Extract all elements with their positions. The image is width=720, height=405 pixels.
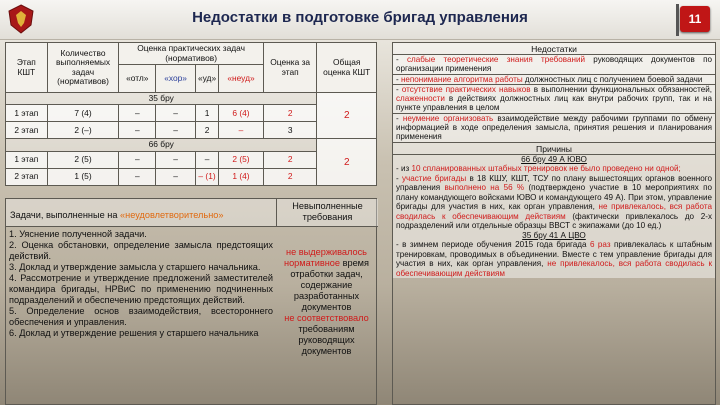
unfulfilled-heading: Невыполненные требования: [276, 199, 378, 227]
unfulfilled-line: руководящих: [298, 335, 355, 346]
deficiency-text: руководящих документов по организации применения: [396, 55, 712, 74]
tasks-heading-text: Задачи, выполненные на: [10, 210, 121, 220]
cause-item: [396, 174, 712, 231]
deficiency-prefix: -: [396, 74, 401, 84]
flag-pole: [676, 4, 679, 36]
deficiency-text: в действиях должностных лиц как внутри рабочих групп, так и на пункте управления в целом: [396, 94, 712, 113]
good-cell: –: [156, 151, 196, 168]
stage-grade-cell: 2: [263, 151, 317, 168]
cause-text: привлекалась к штабным тренировкам, проводимых в объединении. Вместе с тем управление бригады для участия в них, как орган управления,: [396, 240, 712, 269]
cause-text: -: [396, 173, 402, 183]
satisfactory-cell: 2: [195, 122, 218, 139]
list-item: 2. Оценка обстановки, определение замысла предстоящих действий.: [9, 240, 273, 262]
header-total: Общая оценка КШТ: [317, 43, 377, 93]
good-cell: –: [156, 168, 196, 185]
cause-text: в 18 КШУ, КШТ, ТСУ по плану вышестоящих органов военного управления: [396, 173, 712, 193]
cause-text: (подтверждено участие в 10 мероприятиях по плану командующего войсками ЮВО и командующего 49 А). При этом, управление бригады для участия в них, как орган управления,: [396, 183, 713, 212]
unfulfilled-line: содержание: [300, 280, 353, 291]
causes-35-heading: 35 бру 41 А ЦВО: [522, 230, 586, 240]
cause-highlight: 6 раз: [589, 240, 611, 250]
deficiency-text: взаимодействие между рабочими группами по обмену информацией в ходе определения замысла, принятия решения и планирования применения: [396, 113, 712, 142]
list-item: 4. Рассмотрение и утверждение предложений заместителей командира бригады, НРВиС по применению подчиненных подразделений и обеспечению предстоящих действий.: [9, 273, 273, 306]
unsatisfactory-cell: 1 (4): [219, 168, 264, 185]
count-cell: 2 (5): [47, 151, 119, 168]
excellent-cell: –: [119, 105, 156, 122]
stage-cell: 2 этап: [6, 122, 48, 139]
list-item: 5. Определение основ взаимодействия, всестороннего обеспечения и управления.: [9, 306, 273, 328]
unsatisfactory-cell: –: [219, 122, 264, 139]
unfulfilled-line: не соответствовало: [284, 313, 369, 324]
unfulfilled-line: документов: [301, 302, 352, 313]
unsatisfactory-cell: 2 (5): [219, 151, 264, 168]
list-item: 3. Доклад и утверждение замысла у старшего начальника.: [9, 262, 261, 273]
unfulfilled-line: время: [340, 258, 369, 269]
tasks-heading: [6, 199, 276, 227]
unfulfilled-line: разработанных: [293, 291, 360, 302]
cause-text: - в зимнем периоде обучения 2015 года бригада: [396, 240, 590, 250]
cause-highlight: не привлекалось, вся работа сводилась к обеспечивающим действиям: [396, 259, 712, 278]
cause-item: [396, 164, 712, 173]
good-cell: –: [156, 122, 196, 139]
causes-body: [393, 155, 715, 278]
header-stage: Этап КШТ: [6, 43, 48, 93]
header-good: «хор»: [156, 65, 196, 93]
header-excellent: «отл»: [119, 65, 156, 93]
deficiency-prefix: -: [396, 84, 402, 94]
tasks-panel: [5, 198, 377, 405]
unfulfilled-line: нормативное: [284, 258, 341, 269]
stage-grade-cell: 2: [263, 105, 317, 122]
deficiency-highlight: неумение организовать: [402, 113, 494, 123]
deficiency-prefix: -: [396, 113, 403, 123]
count-cell: 2 (–): [47, 122, 119, 139]
unfulfilled-line: отработки задач,: [290, 269, 363, 280]
excellent-cell: –: [119, 168, 156, 185]
unfulfilled-line: документов: [301, 346, 352, 357]
deficiency-highlight: слабые теоретические знания требований: [406, 55, 586, 64]
header-grades: Оценка практических задач (нормативов): [119, 43, 263, 65]
tasks-list: [6, 227, 276, 341]
deficiencies-panel: [392, 42, 716, 405]
tasks-heading-grade: «неудовлетворительно»: [120, 210, 224, 220]
good-cell: –: [156, 105, 196, 122]
deficiency-highlight: отсутствие практических навыков: [401, 84, 531, 94]
count-cell: 1 (5): [47, 168, 119, 185]
causes-heading: Причины: [393, 143, 715, 155]
total-66: 2: [317, 139, 377, 185]
satisfactory-cell: – (1): [195, 168, 218, 185]
excellent-cell: –: [119, 151, 156, 168]
stage-grade-cell: 2: [263, 168, 317, 185]
page-title: Недостатки в подготовке бригад управления: [192, 9, 528, 26]
slide-number: 11: [688, 12, 702, 26]
list-item: 6. Доклад и утверждение решения у старшего начальника: [9, 328, 259, 339]
deficiency-item: [393, 114, 715, 143]
deficiency-text: в выполнении функциональных обязанностей,: [530, 84, 712, 94]
cause-item: [396, 240, 712, 278]
slide-number-flag: [680, 6, 710, 32]
stage-grade-cell: 3: [263, 122, 317, 139]
slide-header: [0, 0, 720, 40]
cause-text: - из: [396, 164, 412, 174]
total-35: 2: [317, 93, 377, 139]
header-satisfactory: «уд»: [195, 65, 218, 93]
unfulfilled-body: [276, 227, 377, 357]
header-stage-grade: Оценка за этап: [263, 43, 317, 93]
stage-cell: 2 этап: [6, 168, 48, 185]
header-unsatisfactory: «неуд»: [219, 65, 264, 93]
satisfactory-cell: 1: [195, 105, 218, 122]
unsatisfactory-cell: 6 (4): [219, 105, 264, 122]
stage-cell: 1 этап: [6, 105, 48, 122]
unfulfilled-line: не выдерживалось: [286, 247, 367, 257]
deficiency-text: должностных лиц с получением боевой задачи: [522, 74, 703, 84]
deficiency-prefix: -: [396, 55, 407, 64]
cause-text: (фактически привлекалось до 2-х подразделений или отдельные образцы ВВСТ с экипажами (до 10 ед.): [396, 211, 712, 231]
list-item: 1. Уяснение полученной задачи.: [9, 229, 147, 239]
deficiency-highlight: непонимание алгоритма работы: [400, 74, 523, 84]
deficiency-item: [393, 55, 715, 75]
brigade-35-label: 35 бру: [6, 93, 317, 105]
cause-highlight: не привлекалось, вся работа сводилась к обеспечивающим действиям: [396, 202, 713, 221]
count-cell: 7 (4): [47, 105, 119, 122]
excellent-cell: –: [119, 122, 156, 139]
stage-cell: 1 этап: [6, 151, 48, 168]
deficiency-highlight: слаженности: [396, 94, 445, 104]
cause-highlight: 10 спланированных штабных тренировок не было проведено ни одной;: [411, 164, 681, 174]
results-table: [5, 42, 377, 186]
cause-highlight: участие бригады: [401, 173, 467, 183]
cause-highlight: выполнено на 56 %: [444, 183, 525, 193]
causes-66-heading: 66 бру 49 А ЮВО: [521, 154, 587, 164]
deficiencies-heading: Недостатки: [393, 43, 715, 55]
unfulfilled-line: требованиям: [298, 324, 355, 335]
brigade-66-label: 66 бру: [6, 139, 317, 151]
header-count: Количество выполняемых задач (нормативов): [47, 43, 119, 93]
deficiency-item: [393, 85, 715, 114]
deficiency-item: [393, 75, 715, 85]
satisfactory-cell: –: [195, 151, 218, 168]
